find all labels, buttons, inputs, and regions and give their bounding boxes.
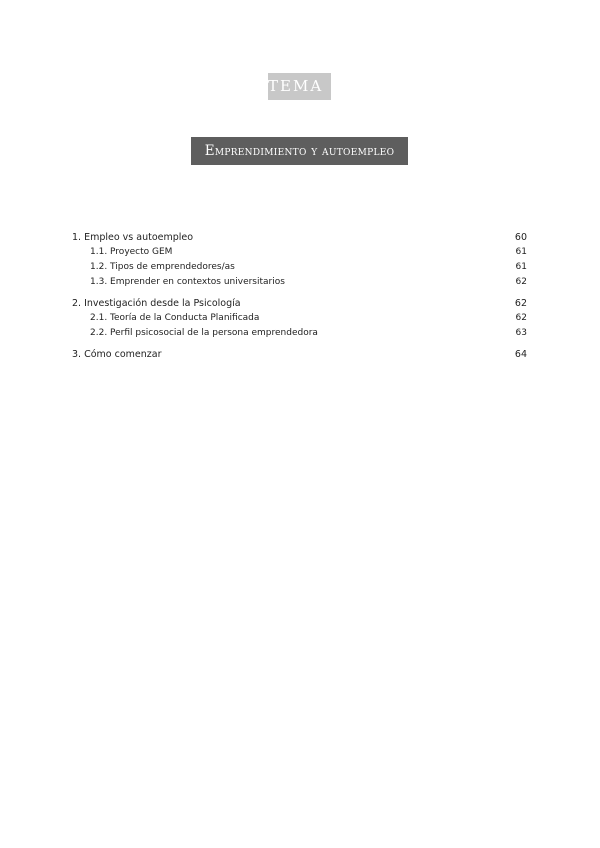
toc-entry	[72, 230, 527, 245]
toc-entry-page: 61	[515, 262, 527, 272]
toc-entry-page: 62	[514, 298, 527, 309]
toc-entry-page: 62	[515, 313, 527, 323]
toc-entry-page: 63	[515, 328, 527, 338]
toc-entry-page: 61	[515, 247, 527, 257]
toc-entry-title: 2.2. Perfil psicosocial de la persona emprendedora	[90, 328, 318, 338]
toc-entry	[72, 296, 527, 311]
toc-entry-page: 64	[514, 349, 527, 360]
toc-entry	[72, 260, 527, 275]
toc-entry	[72, 311, 527, 326]
chapter-number-label: TEMA 7	[268, 73, 331, 100]
toc-entry-title: 2. Investigación desde la Psicología	[72, 298, 241, 309]
toc-entry	[72, 245, 527, 260]
toc-entry	[72, 347, 527, 362]
table-of-contents	[72, 230, 527, 362]
chapter-title: Emprendimiento y autoempleo	[191, 137, 408, 165]
toc-entry-title: 1. Empleo vs autoempleo	[72, 232, 194, 243]
toc-entry-title: 2.1. Teoría de la Conducta Planificada	[90, 313, 260, 323]
toc-entry-title: 3. Cómo comenzar	[72, 349, 162, 360]
toc-entry-title: 1.3. Emprender en contextos universitarios	[90, 277, 285, 287]
toc-entry-title: 1.1. Proyecto GEM	[90, 247, 173, 257]
toc-entry-page: 60	[514, 232, 527, 243]
toc-entry-page: 62	[515, 277, 527, 287]
toc-entry	[72, 326, 527, 341]
toc-entry-title: 1.2. Tipos de emprendedores/as	[90, 262, 235, 272]
toc-entry	[72, 275, 527, 290]
